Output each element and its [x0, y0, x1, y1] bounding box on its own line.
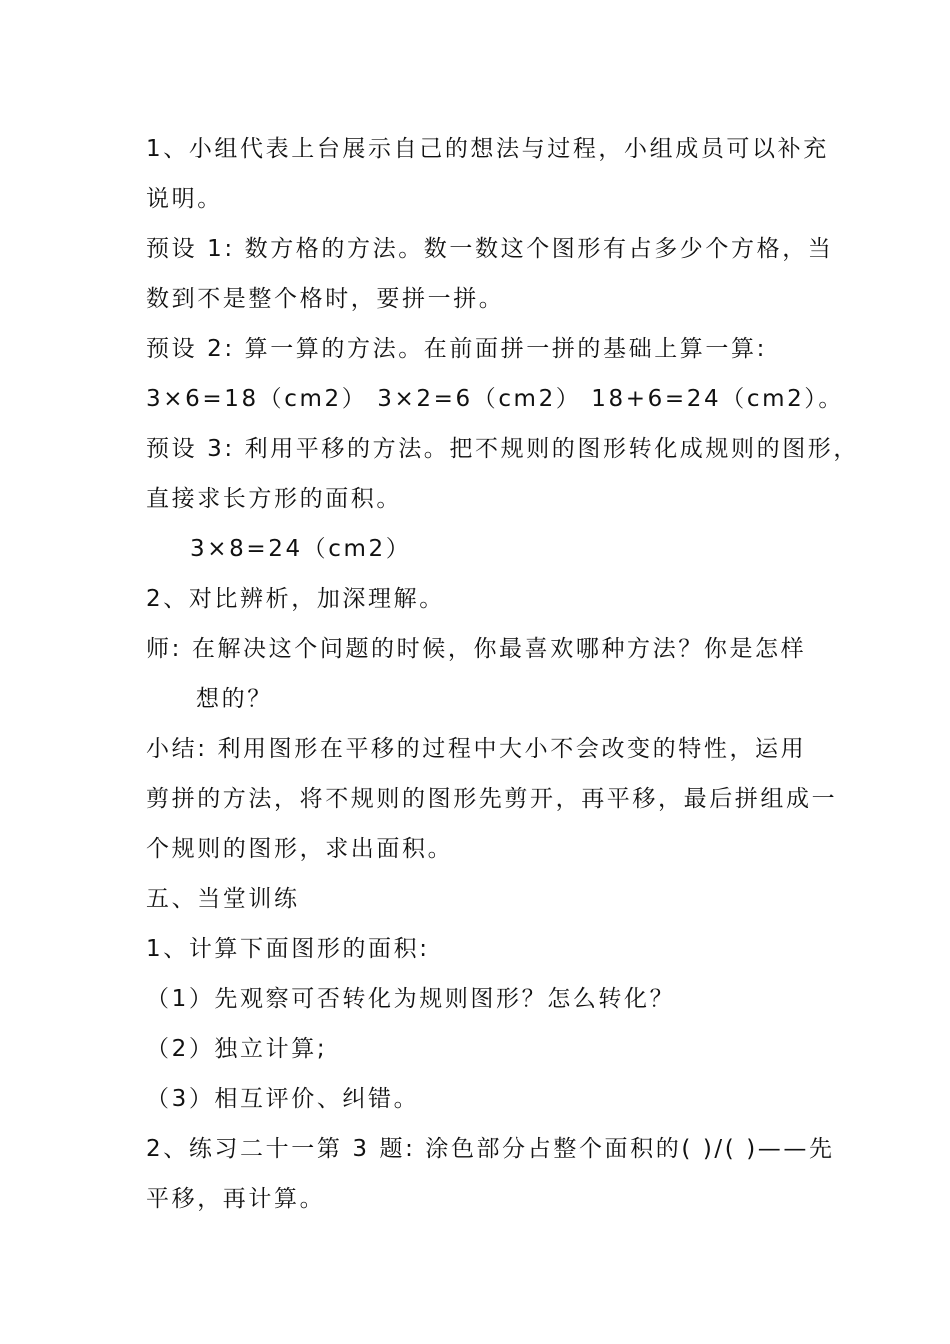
paragraph-line: 预设 1: 数方格的方法。数一数这个图形有占多少个方格，当	[146, 236, 834, 262]
paragraph-line: 平移，再计算。	[146, 1186, 326, 1212]
paragraph-line: 说明。	[146, 186, 223, 212]
paragraph-line: 2、对比辨析，加深理解。	[146, 586, 445, 612]
paragraph-line: 数到不是整个格时，要拼一拼。	[146, 286, 505, 312]
paragraph-line: 预设 2: 算一算的方法。在前面拼一拼的基础上算一算:	[146, 336, 767, 362]
paragraph-line: 想的？	[196, 686, 273, 712]
paragraph-line: 2、练习二十一第 3 题: 涂色部分占整个面积的( )/( )——先	[146, 1136, 835, 1162]
list-item: （1）先观察可否转化为规则图形？怎么转化？	[146, 986, 676, 1012]
list-item: （2）独立计算;	[146, 1036, 328, 1062]
formula-line: 3×8=24（cm2）	[190, 536, 412, 562]
document-body	[146, 124, 860, 1224]
paragraph-line: 1、计算下面图形的面积:	[146, 936, 430, 962]
paragraph-line: 直接求长方形的面积。	[146, 486, 402, 512]
paragraph-line: 剪拼的方法，将不规则的图形先剪开，再平移，最后拼组成一	[146, 786, 838, 812]
formula-line: 3×6=18（cm2） 3×2=6（cm2） 18+6=24（cm2）。	[146, 386, 845, 412]
paragraph-line: 个规则的图形，求出面积。	[146, 836, 454, 862]
paragraph-line: 预设 3: 利用平移的方法。把不规则的图形转化成规则的图形，	[146, 436, 860, 462]
paragraph-line: 小结: 利用图形在平移的过程中大小不会改变的特性，运用	[146, 736, 807, 762]
list-item: （3）相互评价、纠错。	[146, 1086, 420, 1112]
paragraph-line: 师: 在解决这个问题的时候，你最喜欢哪种方法？你是怎样	[146, 636, 807, 662]
paragraph-line: 1、小组代表上台展示自己的想法与过程，小组成员可以补充	[146, 136, 829, 162]
section-heading: 五、当堂训练	[146, 886, 300, 912]
